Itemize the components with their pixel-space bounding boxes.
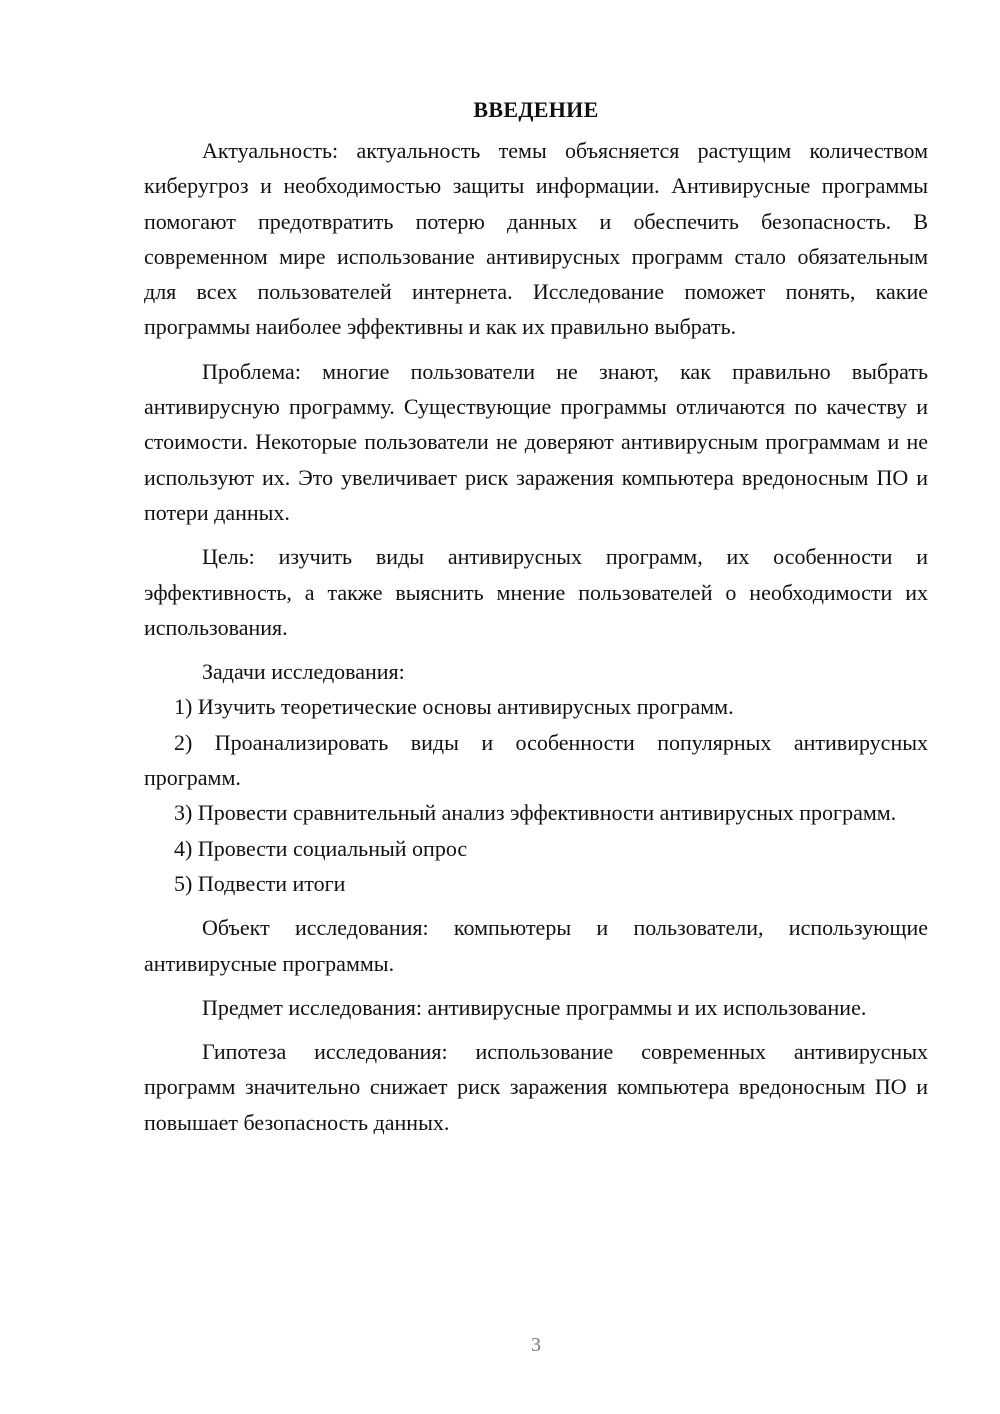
tasks-heading: Задачи исследования: [202,659,405,685]
paragraph-hypothesis: Гипотеза исследования: использование современных антивирусных программ значительно снижает риск заражения компьютера вредоносным ПО и повышает безопасность данных. [144,1039,928,1135]
task-item-4: 4) Провести социальный опрос [174,835,468,861]
task-item-2: 2) Проанализировать виды и особенности популярных антивирусных программ. [144,729,928,791]
task-item-3: 3) Провести сравнительный анализ эффективности антивирусных программ. [174,800,897,826]
section-title: ВВЕДЕНИЕ [473,97,599,122]
paragraph-goal: Цель: изучить виды антивирусных программ, их особенности и эффективность, а также выяснить мнение пользователей о необходимости их использования. [144,544,928,640]
task-item-5: 5) Подвести итоги [174,870,346,896]
paragraph-object: Объект исследования: компьютеры и пользователи, использующие антивирусные программы. [144,915,928,976]
page-number: 3 [531,1334,541,1356]
paragraph-subject: Предмет исследования: антивирусные программы и их использование. [202,994,867,1020]
task-item-1: 1) Изучить теоретические основы антивирусных программ. [174,694,734,720]
paragraph-problem: Проблема: многие пользователи не знают, как правильно выбрать антивирусную программу. Существующие программы отличаются по качеству и стоимости. Некоторые пользователи не доверяют антивирусным программам и не используют их. Это увеличивает риск заражения компьютера вредоносным ПО и потери данных. [144,358,928,525]
paragraph-relevance: Актуальность: актуальность темы объясняется растущим количеством киберугроз и необходимостью защиты информации. Антивирусные программы помогают предотвратить потерю данных и обеспечить безопасность. В современном мире использование антивирусных программ стало обязательным для всех пользователей интернета. Исследование поможет понять, какие программы наиболее эффективны и как их правильно выбрать. [144,138,928,340]
document-page [144,95,928,1140]
